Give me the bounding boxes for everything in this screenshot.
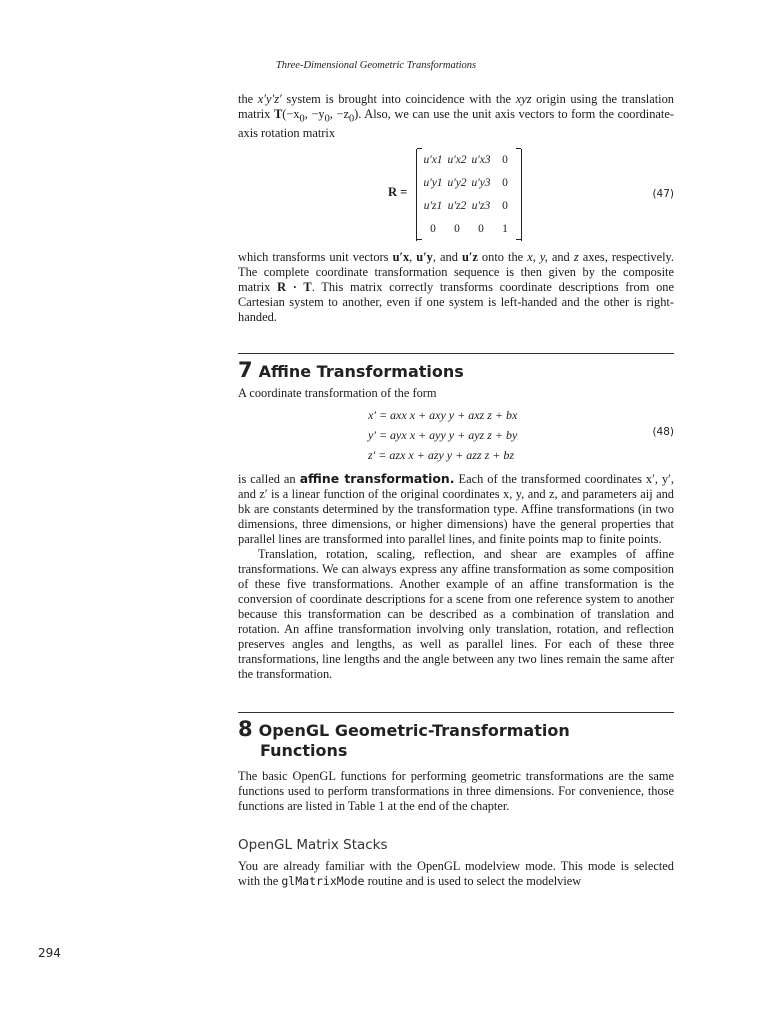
section-heading-opengl: 8 OpenGL Geometric-Transformation Functions [238, 717, 570, 761]
matrix-cell: 0 [502, 200, 508, 213]
page-number: 294 [38, 946, 61, 960]
matrix-cell: 0 [502, 154, 508, 167]
matrix-cell: 0 [478, 223, 484, 236]
matrix-cell: u′z2 [447, 200, 467, 213]
matrix-row [417, 195, 521, 218]
matrix-cell: 1 [502, 223, 508, 236]
matrix-cell: u′x2 [447, 154, 467, 167]
matrix-label: R = [388, 185, 408, 200]
matrix-row [417, 149, 521, 172]
paragraph-affine-examples: Translation, rotation, scaling, reflection, and shear are examples of affine transformations. We can always express any affine transformation as some composition of these five transformations. Another example of an affine transformation is the conversion of coordinate descriptions for a scene from one reference system to another because this transformation can be described as a combination of translation and rotation. An affine transformation involving only translation, rotation, and reflection preserves angles and lengths, as well as parallel lines. For each of these three transformations, line lengths and the angle between any two lines remain the same after the transformation. [238, 547, 674, 682]
paragraph-affine-definition: is called an affine transformation. Each of the transformed coordinates x′, y′, and z′ is a linear function of the original coordinates x, y, and z, and parameters aij and bk are constants determined by the transformation type. Affine transformations (in two dimensions, three dimensions, or higher dimensions) have the general properties that parallel lines are transformed into parallel lines, and finite points map to finite points. [238, 471, 674, 547]
subsection-heading-matrix-stacks: OpenGL Matrix Stacks [238, 837, 388, 854]
section-heading-affine: 7 Affine Transformations [238, 358, 464, 383]
equation-line: y′ = ayx x + ayy y + ayz z + by [368, 428, 518, 443]
matrix-cell: u′z3 [471, 200, 491, 213]
running-header: Three-Dimensional Geometric Transformations [275, 60, 477, 71]
section-divider [238, 712, 674, 713]
section-divider [238, 353, 674, 354]
paragraph-opengl-functions: The basic OpenGL functions for performing geometric transformations are the same functions used to perform transformations in three dimensions. For convenience, those functions are listed in Table 1 at the end of the chapter. [238, 769, 674, 814]
matrix-cell: u′x1 [423, 154, 443, 167]
equation-48 [238, 405, 674, 465]
rotation-matrix [416, 149, 522, 241]
matrix-cell: u′z1 [423, 200, 443, 213]
matrix-cell: u′x3 [471, 154, 491, 167]
equation-line: x′ = axx x + axy y + axz z + bx [368, 408, 518, 423]
paragraph-affine-intro: A coordinate transformation of the form [238, 386, 437, 401]
matrix-cell: u′y1 [423, 177, 443, 190]
equation-47 [238, 149, 674, 243]
matrix-cell: u′y3 [471, 177, 491, 190]
equation-number: (48) [652, 426, 674, 439]
matrix-row [417, 172, 521, 195]
paragraph-composite-matrix: which transforms unit vectors u′x, u′y, and u′z onto the x, y, and z axes, respectively. The complete coordinate transformation sequence is then given by the composite matrix R · T. This matrix correctly transforms coordinate descriptions from one Cartesian system to another, even if one system is left-handed and the other is right-handed. [238, 250, 675, 325]
paragraph-coordinate-transform: the x′y′z′ system is brought into coincidence with the xyz origin using the translation matrix $T(-x_0$, $-y_0$, $-z_0$). Also, we can use the unit axis vectors to form the coordinate-axis rotation matrix [238, 92, 674, 141]
matrix-cell: 0 [430, 223, 436, 236]
matrix-row [417, 218, 521, 241]
matrix-cell: 0 [502, 177, 508, 190]
matrix-cell: 0 [454, 223, 460, 236]
paragraph-modelview: You are already familiar with the OpenGL modelview mode. This mode is selected with the glMatrixMode routine and is used to select the modelview [238, 859, 674, 889]
matrix-cell: u′y2 [447, 177, 467, 190]
page-body [238, 92, 674, 889]
equation-line: z′ = azx x + azy y + azz z + bz [368, 448, 515, 463]
equation-number: (47) [652, 188, 674, 201]
